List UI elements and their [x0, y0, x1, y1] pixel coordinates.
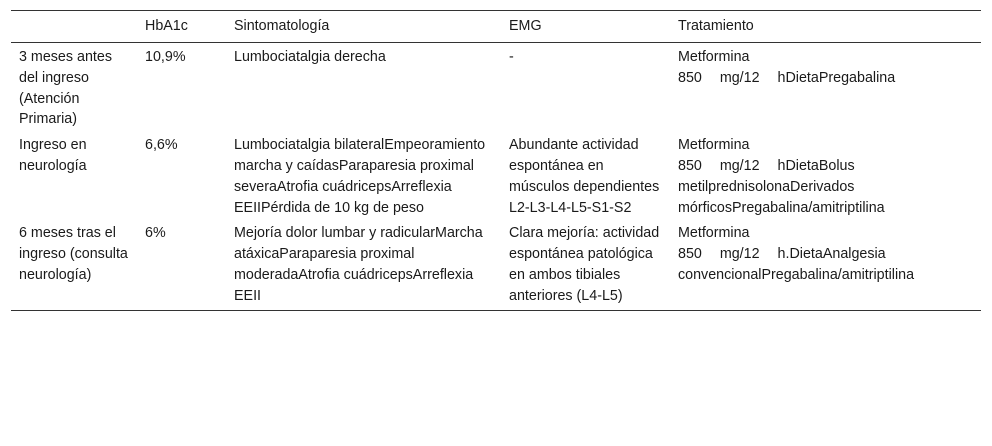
cell-emg: Clara mejoría: actividad espontánea patológica en ambos tibiales anteriores (L4-L5) — [509, 225, 660, 304]
table-row — [11, 43, 981, 134]
cell-treatment — [670, 221, 981, 310]
treatment-drug: Metformina — [678, 137, 750, 154]
cell-period: 6 meses tras el ingreso (consulta neurología) — [19, 225, 128, 283]
treatment-drug: Metformina — [678, 225, 750, 242]
header-treatment: Tratamiento — [678, 18, 754, 35]
header-emg: EMG — [509, 18, 542, 35]
table-row — [11, 221, 981, 310]
cell-hba1c: 6% — [145, 225, 166, 242]
cell-symptoms: Lumbociatalgia derecha — [234, 49, 386, 65]
cell-treatment — [670, 133, 981, 221]
treatment-detail: 850 mg/12 h.DietaAnalgesia convencionalPregabalina/amitriptilina — [678, 246, 915, 283]
cell-hba1c: 6,6% — [145, 137, 178, 154]
header-symptoms: Sintomatología — [234, 18, 330, 35]
table-header — [11, 11, 981, 43]
header-period — [11, 11, 137, 43]
table-body — [11, 43, 981, 311]
header-hba1c: HbA1c — [145, 18, 188, 35]
clinical-evolution-table — [11, 10, 981, 311]
cell-period: 3 meses antes del ingreso (Atención Primaria) — [19, 49, 112, 128]
treatment-detail: 850 mg/12 hDietaPregabalina — [678, 69, 896, 86]
cell-hba1c: 10,9% — [145, 49, 186, 65]
cell-symptoms: Mejoría dolor lumbar y radicularMarcha atáxicaParaparesia proximal moderadaAtrofia cuádricepsArreflexia EEII — [234, 225, 483, 304]
cell-emg: - — [509, 49, 514, 65]
header-row — [11, 11, 981, 43]
treatment-drug: Metformina — [678, 49, 750, 65]
cell-treatment — [670, 43, 981, 134]
cell-period: Ingreso en neurología — [19, 137, 87, 174]
treatment-detail: 850 mg/12 hDietaBolus metilprednisolonaDerivados mórficosPregabalina/amitriptilina — [678, 157, 885, 216]
cell-emg: Abundante actividad espontánea en músculos dependientes L2-L3-L4-L5-S1-S2 — [509, 137, 660, 216]
table-row — [11, 133, 981, 221]
cell-symptoms: Lumbociatalgia bilateralEmpeoramiento marcha y caídasParaparesia proximal severaAtrofia cuádricepsArreflexia EEIIPérdida de 10 kg de peso — [234, 137, 486, 216]
